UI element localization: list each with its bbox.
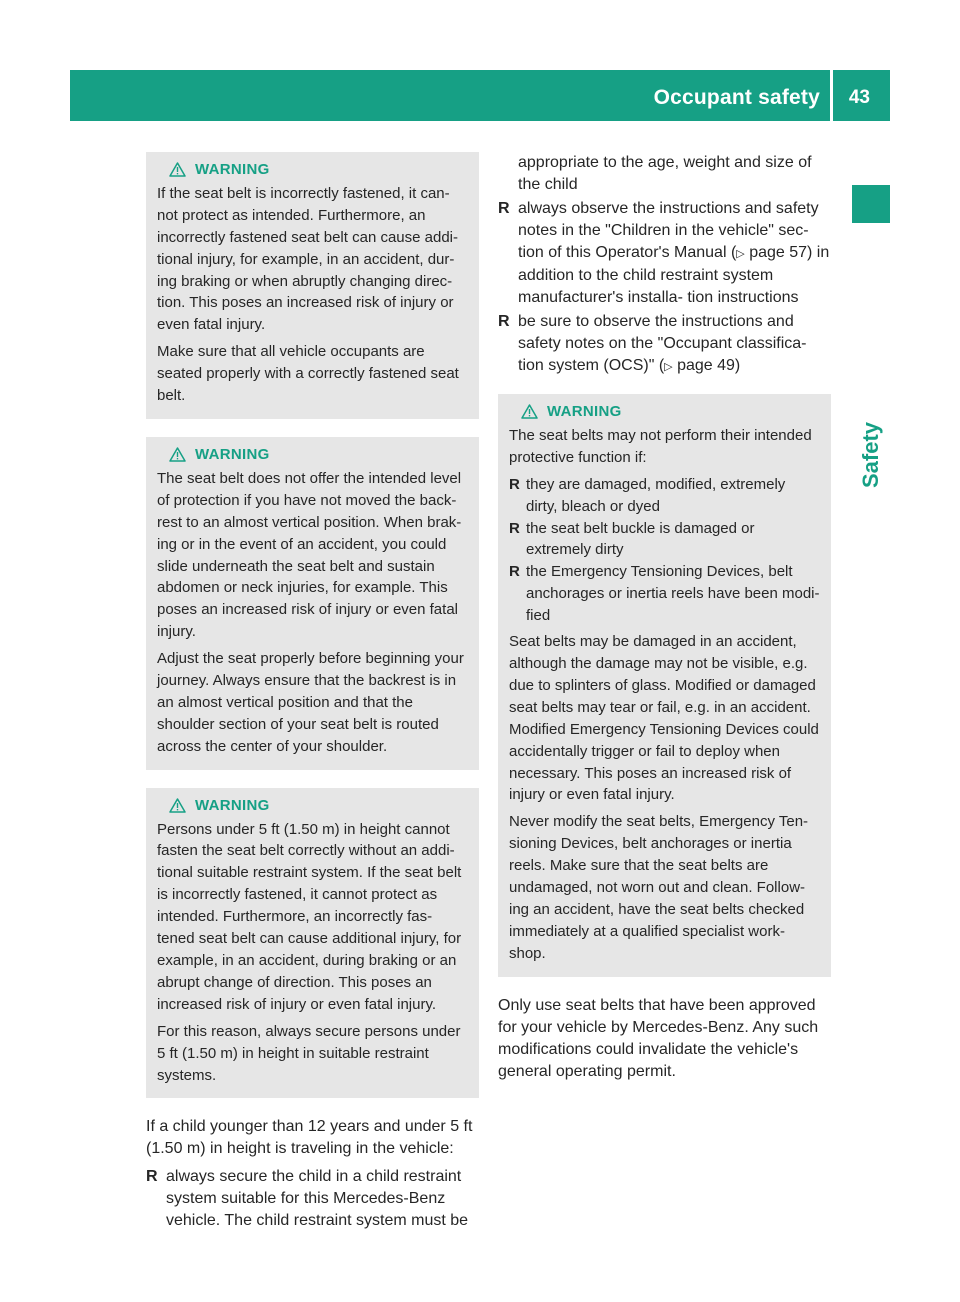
warning-paragraph: Make sure that all vehicle occupants are seated properly with a correctly fastened seat belt. (157, 343, 459, 405)
list-item (509, 474, 820, 518)
page-header (70, 70, 890, 121)
warning-triangle-icon (169, 798, 186, 813)
warning-title: WARNING (195, 796, 270, 814)
bullet-marker: R (498, 313, 510, 330)
warning-paragraph: The seat belts may not perform their intended protective function if: (509, 426, 812, 466)
list-item-text: ) in addition to the child restraint system manufacturer's installa- tion instructions (518, 244, 830, 306)
right-column (498, 152, 831, 1083)
list-item (498, 198, 831, 309)
warning-box (146, 437, 479, 770)
warning-paragraph: Never modify the seat belts, Emergency Ten- sioning Devices, belt anchorages or inertia reels. Make sure that the seat belts are undamaged, not worn out and clean. Follow- ing an accident, have the seat belts checked immediately at a qualified specialist work- shop. (509, 813, 809, 962)
warning-triangle-icon (521, 404, 538, 419)
closing-paragraph: Only use seat belts that have been approved for your vehicle by Mercedes-Benz. Any such modifications could invalidate the vehicle's general operating permit. (498, 996, 819, 1080)
warning-triangle-icon (169, 447, 186, 462)
list-item (509, 518, 820, 562)
section-title: Occupant safety (653, 86, 820, 109)
chapter-tab-marker (852, 185, 890, 223)
chapter-tab-label: Safety (858, 421, 883, 489)
page-reference-link[interactable]: page 57 (749, 244, 808, 261)
warning-paragraph: Adjust the seat properly before beginning your journey. Always ensure that the backrest is in an almost vertical position and that the shoulder section of your seat belt is routed across the center of your shoulder. (157, 650, 464, 755)
page-reference-arrow-icon: ▷ (736, 248, 745, 260)
list-item (146, 1166, 479, 1232)
bullet-list (146, 1166, 479, 1232)
bullet-marker: R (509, 519, 520, 537)
warning-paragraph: Persons under 5 ft (1.50 m) in height cannot fasten the seat belt correctly without an addi- tional suitable restraint system. If the seat belt is incorrectly fastened, it cannot protect as intended. Furthermore, an incorrectly fas- tened seat belt can cause additional injury, for example, in an accident, during braking or an abrupt change of direction. This poses an increased risk of injury or even fatal injury. (157, 820, 462, 1013)
page-reference-link[interactable]: page 49 (677, 357, 735, 374)
warning-paragraph: If the seat belt is incorrectly fastened, it can- not protect as intended. Furthermore, an incorrectly fastened seat belt can cause addi- tional injury, for example, in an accident, dur- ing braking or when abruptly changing direc- tion. This poses an increased risk of injury or even fatal injury. (157, 184, 459, 334)
list-item (509, 561, 820, 627)
warning-title: WARNING (547, 403, 622, 420)
list-item (498, 311, 831, 378)
warning-box (146, 788, 479, 1099)
warning-heading (157, 159, 468, 181)
warning-paragraph: For this reason, always secure persons under 5 ft (1.50 m) in height in suitable restraint systems. (157, 1022, 461, 1084)
list-item-continuation: appropriate to the age, weight and size of the child (518, 154, 812, 193)
warning-heading (157, 444, 468, 466)
warning-title: WARNING (195, 161, 270, 178)
list-item-text: the Emergency Tensioning Devices, belt anchorages or inertia reels have been modi- fied (526, 563, 820, 625)
bullet-list (498, 198, 831, 378)
list-item-text: ) (734, 357, 741, 374)
warning-heading (509, 401, 820, 423)
chapter-tab (852, 155, 890, 545)
bullet-marker: R (509, 563, 520, 581)
warning-box (498, 394, 831, 977)
left-column (146, 152, 479, 1234)
header-divider (830, 70, 833, 121)
page-number: 43 (848, 87, 870, 108)
warning-title: WARNING (195, 445, 270, 463)
warning-bullet-list (509, 474, 820, 627)
list-item-text: the seat belt buckle is damaged or extremely dirty (526, 519, 755, 559)
list-item-text: always observe the instructions and safety notes in the "Children in the vehicle" sec- tion of this Operator's Manual ( (518, 200, 819, 261)
warning-paragraph: Seat belts may be damaged in an accident, although the damage may not be visible, e.g. due to splinters of glass. Modified or damaged seat belts may tear or fail, e.g. in an accident. Modified Emergency Tensioning Devices could accidentally trigger or fail to deploy when necessary. This poses an increased risk of injury or even fatal injury. (509, 633, 819, 804)
list-item-text: they are damaged, modified, extremely dirty, bleach or dyed (526, 475, 786, 515)
bullet-marker: R (146, 1168, 158, 1186)
bullet-marker: R (509, 475, 520, 493)
warning-heading (157, 795, 468, 817)
warning-box (146, 152, 479, 419)
warning-triangle-icon (169, 162, 186, 177)
page-reference-arrow-icon: ▷ (664, 361, 673, 373)
warning-paragraph: The seat belt does not offer the intended level of protection if you have not moved the back- rest to an almost vertical position. When brak- ing or in the event of an accident, you could slide underneath the seat belt and sustain abdomen or neck injuries, for example. This poses an increased risk of injury or even fatal injury. (157, 469, 462, 641)
list-item-text: be sure to observe the instructions and safety notes on the "Occupant classifica- tion system (OCS)" ( (518, 313, 807, 374)
intro-paragraph: If a child younger than 12 years and under 5 ft (1.50 m) in height is traveling in the vehicle: (146, 1118, 473, 1158)
bullet-marker: R (498, 200, 510, 217)
list-item-text: always secure the child in a child restraint system suitable for this Mercedes-Benz vehicle. The child restraint system must be (166, 1168, 469, 1230)
